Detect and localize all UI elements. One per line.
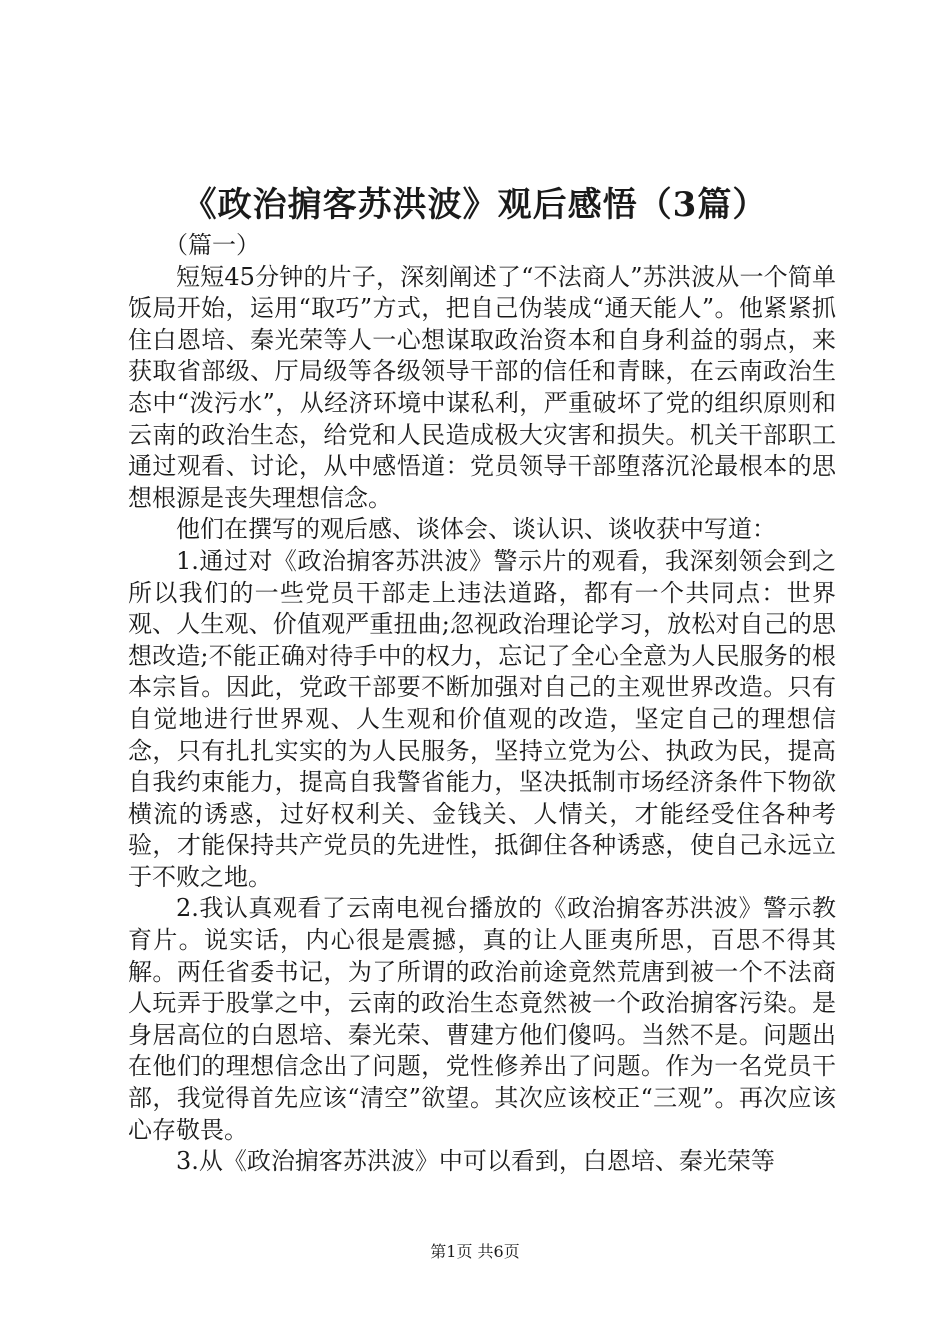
page-footer: 第1页 共6页 [430, 1242, 520, 1261]
paragraph: 短短45分钟的片子，深刻阐述了“不法商人”苏洪波从一个简单饭局开始，运用“取巧”方式，把自己伪装成“通天能人”。他紧紧抓住白恩培、秦光荣等人一心想谋取政治资本和自身利益的弱点，来获取省部级、厅局级等各级领导干部的信任和青睐，在云南政治生态中“泼污水”，从经济环境中谋私利，严重破坏了党的组织原则和云南的政治生态，给党和人民造成极大灾害和损失。机关干部职工通过观看、讨论，从中感悟道：党员领导干部堕落沉沦最根本的思想根源是丧失理想信念。 [128, 262, 836, 512]
paragraph: 2.我认真观看了云南电视台播放的《政治掮客苏洪波》警示教育片。说实话，内心很是震撼，真的让人匪夷所思，百思不得其解。两任省委书记，为了所谓的政治前途竟然荒唐到被一个不法商人玩弄于股掌之中，云南的政治生态竟然被一个政治掮客污染。是身居高位的白恩培、秦光荣、曹建方他们傻吗。当然不是。问题出在他们的理想信念出了问题，党性修养出了问题。作为一名党员干部，我觉得首先应该“清空”欲望。其次应该校正“三观”。再次应该心存敬畏。 [128, 894, 836, 1144]
document-body [128, 230, 836, 1178]
paragraph: 3.从《政治掮客苏洪波》中可以看到，白恩培、秦光荣等 [176, 1147, 775, 1176]
paragraph: 他们在撰写的观后感、谈体会、谈认识、谈收获中写道： [176, 515, 776, 544]
paragraph: 1.通过对《政治掮客苏洪波》警示片的观看，我深刻领会到之所以我们的一些党员干部走上违法道路，都有一个共同点：世界观、人生观、价值观严重扭曲;忽视政治理论学习，放松对自己的思想改造;不能正确对待手中的权力，忘记了全心全意为人民服务的根本宗旨。因此，党政干部要不断加强对自己的主观世界改造。只有自觉地进行世界观、人生观和价值观的改造，坚定自己的理想信念，只有扎扎实实的为人民服务，坚持立党为公、执政为民，提高自我约束能力，提高自我警省能力，坚决抵制市场经济条件下物欲横流的诱惑，过好权利关、金钱关、人情关，才能经受住各种考验，才能保持共产党员的先进性，抵御住各种诱惑，使自己永远立于不败之地。 [128, 546, 836, 891]
document-title: 《政治掮客苏洪波》观后感悟（3篇） [182, 185, 768, 225]
section-label: （篇一） [164, 231, 260, 259]
